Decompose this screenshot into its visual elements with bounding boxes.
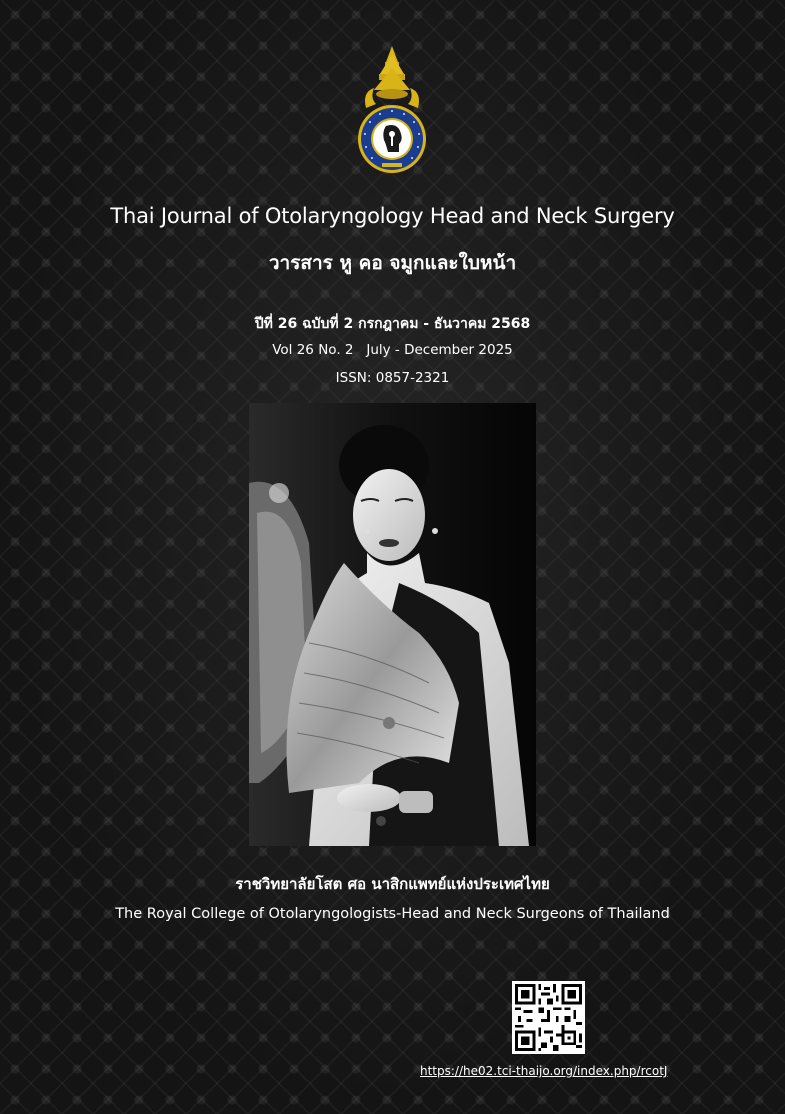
qr-code-icon: [512, 981, 585, 1054]
journal-website-link[interactable]: https://he02.tci-thaijo.org/index.php/rcotJ: [420, 1064, 668, 1078]
journal-title-thai: วารสาร หู คอ จมูกและใบหน้า: [268, 252, 517, 274]
publisher-name-english: The Royal College of Otolaryngologists-Head and Neck Surgeons of Thailand: [115, 906, 670, 922]
cover-portrait-photo: [249, 403, 536, 846]
issn-number: ISSN: 0857-2321: [335, 370, 450, 386]
journal-title-english: Thai Journal of Otolaryngology Head and Neck Surgery: [110, 204, 675, 228]
royal-college-emblem-icon: [352, 44, 432, 178]
issue-info-english: Vol 26 No. 2 July - December 2025: [272, 342, 513, 358]
issue-info-thai: ปีที่ 26 ฉบับที่ 2 กรกฎาคม - ธันวาคม 2568: [254, 316, 531, 332]
publisher-name-thai: ราชวิทยาลัยโสต ศอ นาสิกแพทย์แห่งประเทศไทย: [235, 875, 550, 893]
